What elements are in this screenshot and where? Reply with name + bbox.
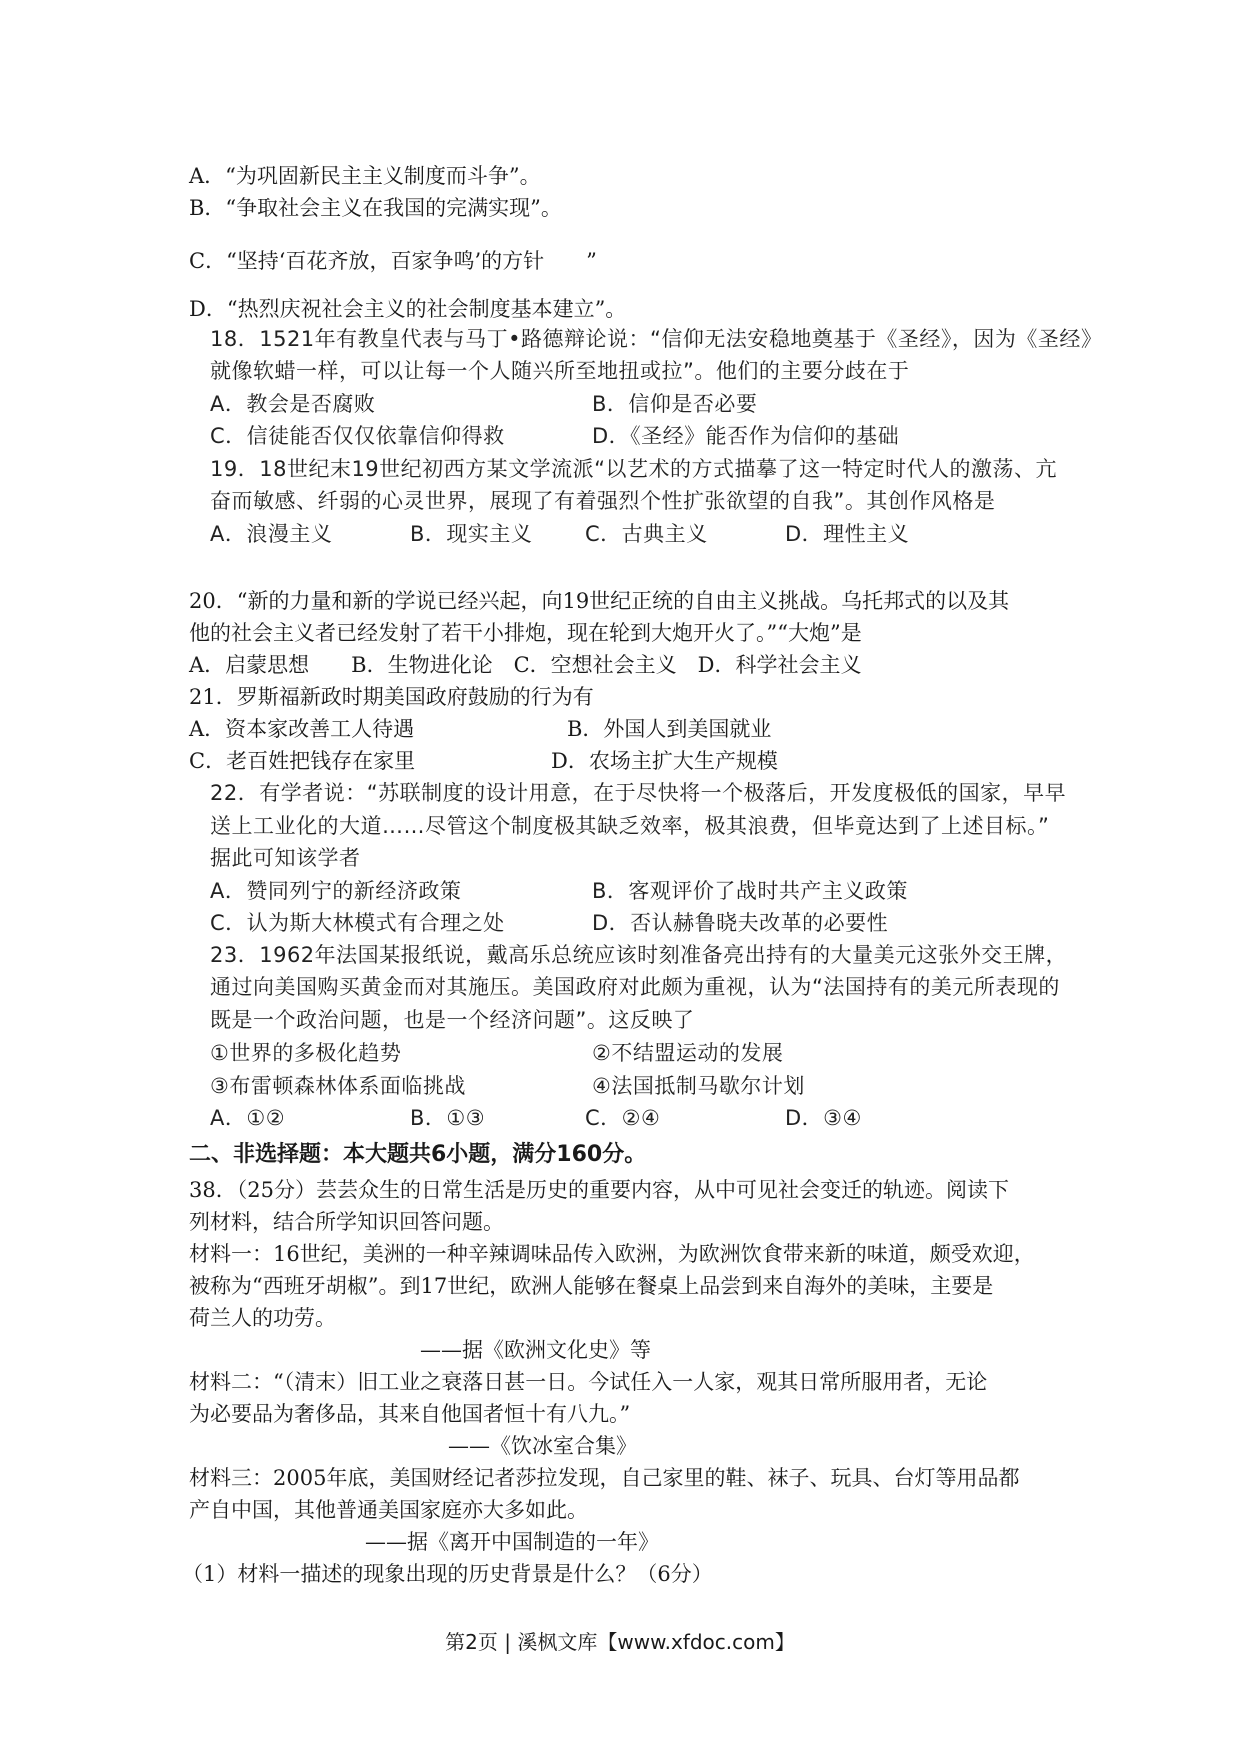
q19-option-c: C．古典主义 [585,522,708,546]
q18-option-a: A．教会是否腐败 [210,392,376,416]
material3-source: ——据《离开中国制造的一年》 [365,1530,659,1554]
q18-option-c: C．信徒能否仅仅依靠信仰得救 [210,424,505,448]
material1-line3: 荷兰人的功劳。 [189,1306,336,1330]
section-heading: 二、非选择题：本大题共6小题，满分160分。 [189,1142,647,1167]
q20-stem-line2: 他的社会主义者已经发射了若干小排炮，现在轮到大炮开火了。”“大炮”是 [189,621,862,645]
q18-option-b: B．信仰是否必要 [592,392,758,416]
q17-option-c: C．“坚持‘百花齐放，百家争鸣’的方针 ” [189,249,597,273]
q21-option-c: C．老百姓把钱存在家里 [189,749,416,773]
q22-option-c: C．认为斯大林模式有合理之处 [210,911,505,935]
q17-option-a: A．“为巩固新民主主义制度而斗争”。 [189,164,541,188]
q18-stem-line2: 就像软蜡一样，可以让每一个人随兴所至地扭或拉”。他们的主要分歧在于 [210,359,910,383]
material1-line1: 材料一：16世纪，美洲的一种辛辣调味品传入欧洲，为欧洲饮食带来新的味道，颇受欢迎， [189,1242,1035,1266]
q19-stem-line2: 奋而敏感、纤弱的心灵世界，展现了有着强烈个性扩张欲望的自我”。其创作风格是 [210,489,996,513]
q21-stem: 21．罗斯福新政时期美国政府鼓励的行为有 [189,685,594,709]
q23-stem-line3: 既是一个政治问题，也是一个经济问题”。这反映了 [210,1008,695,1032]
material3-line1: 材料三：2005年底，美国财经记者莎拉发现，自己家里的鞋、袜子、玩具、台灯等用品都 [189,1466,1020,1490]
material2-line1: 材料二：“（清末）旧工业之衰落日甚一日。今试任入一人家，观其日常所服用者，无论 [189,1370,988,1394]
q20-stem-line1: 20．“新的力量和新的学说已经兴起，向19世纪正统的自由主义挑战。乌托邦式的以及其 [189,589,1010,613]
material1-line2: 被称为“西班牙胡椒”。到17世纪，欧洲人能够在餐桌上品尝到来自海外的美味，主要是 [189,1274,994,1298]
q23-option-b: B．①③ [410,1106,486,1130]
q38-stem-line2: 列材料，结合所学知识回答问题。 [189,1210,504,1234]
q21-option-d: D．农场主扩大生产规模 [551,749,778,773]
q23-stem-line2: 通过向美国购买黄金而对其施压。美国政府对此颇为重视，认为“法国持有的美元所表现的 [210,975,1060,999]
q22-stem-line3: 据此可知该学者 [210,846,361,870]
q38-stem-line1: 38．（25分）芸芸众生的日常生活是历史的重要内容，从中可见社会变迁的轨迹。阅读下 [189,1178,1009,1202]
q38-subquestion-1: （1）材料一描述的现象出现的历史背景是什么？（6分） [182,1562,713,1586]
q23-option-c: C．②④ [585,1106,661,1130]
q19-option-a: A．浪漫主义 [210,522,333,546]
q22-stem-line1: 22．有学者说：“苏联制度的设计用意，在于尽快将一个极落后，开发度极低的国家，早早 [210,781,1067,805]
q23-option-d: D．③④ [785,1106,862,1130]
material2-source: ——《饮冰室合集》 [448,1434,637,1458]
q21-option-a: A．资本家改善工人待遇 [189,717,415,741]
q19-option-b: B．现实主义 [410,522,533,546]
q18-option-d: D．《圣经》能否作为信仰的基础 [592,424,900,448]
q22-option-b: B．客观评价了战时共产主义政策 [592,879,908,903]
material3-line2: 产自中国，其他普通美国家庭亦大多如此。 [189,1498,588,1522]
q19-stem-line1: 19．18世纪末19世纪初西方某文学流派“以艺术的方式描摹了这一特定时代人的激荡、亢 [210,457,1058,481]
q17-option-b: B．“争取社会主义在我国的完满实现”。 [189,196,562,220]
q23-option-a: A．①② [210,1106,286,1130]
q21-option-b: B．外国人到美国就业 [567,717,772,741]
q18-stem-line1: 18．1521年有教皇代表与马丁•路德辩论说：“信仰无法安稳地奠基于《圣经》，因为《圣经》 [210,327,1103,351]
q23-item-1: ①世界的多极化趋势 [210,1041,402,1065]
q19-option-d: D．理性主义 [785,522,910,546]
q23-item-2: ②不结盟运动的发展 [592,1041,784,1065]
q23-item-4: ④法国抵制马歇尔计划 [592,1074,805,1098]
q22-stem-line2: 送上工业化的大道……尽管这个制度极其缺乏效率，极其浪费，但毕竟达到了上述目标。” [210,814,1050,838]
q17-option-d: D．“热烈庆祝社会主义的社会制度基本建立”。 [189,297,627,321]
q20-options: A．启蒙思想 B．生物进化论 C．空想社会主义 D．科学社会主义 [189,653,862,677]
q23-item-3: ③布雷顿森林体系面临挑战 [210,1074,466,1098]
q22-option-a: A．赞同列宁的新经济政策 [210,879,462,903]
q23-stem-line1: 23．1962年法国某报纸说，戴高乐总统应该时刻准备亮出持有的大量美元这张外交王牌， [210,943,1068,967]
q22-option-d: D．否认赫鲁晓夫改革的必要性 [592,911,889,935]
material1-source: ——据《欧洲文化史》等 [420,1338,651,1362]
material2-line2: 为必要品为奢侈品，其来自他国者恒十有八九。” [189,1402,631,1426]
page-footer: 第2页 | 溪枫文库【www.xfdoc.com】 [445,1630,795,1654]
